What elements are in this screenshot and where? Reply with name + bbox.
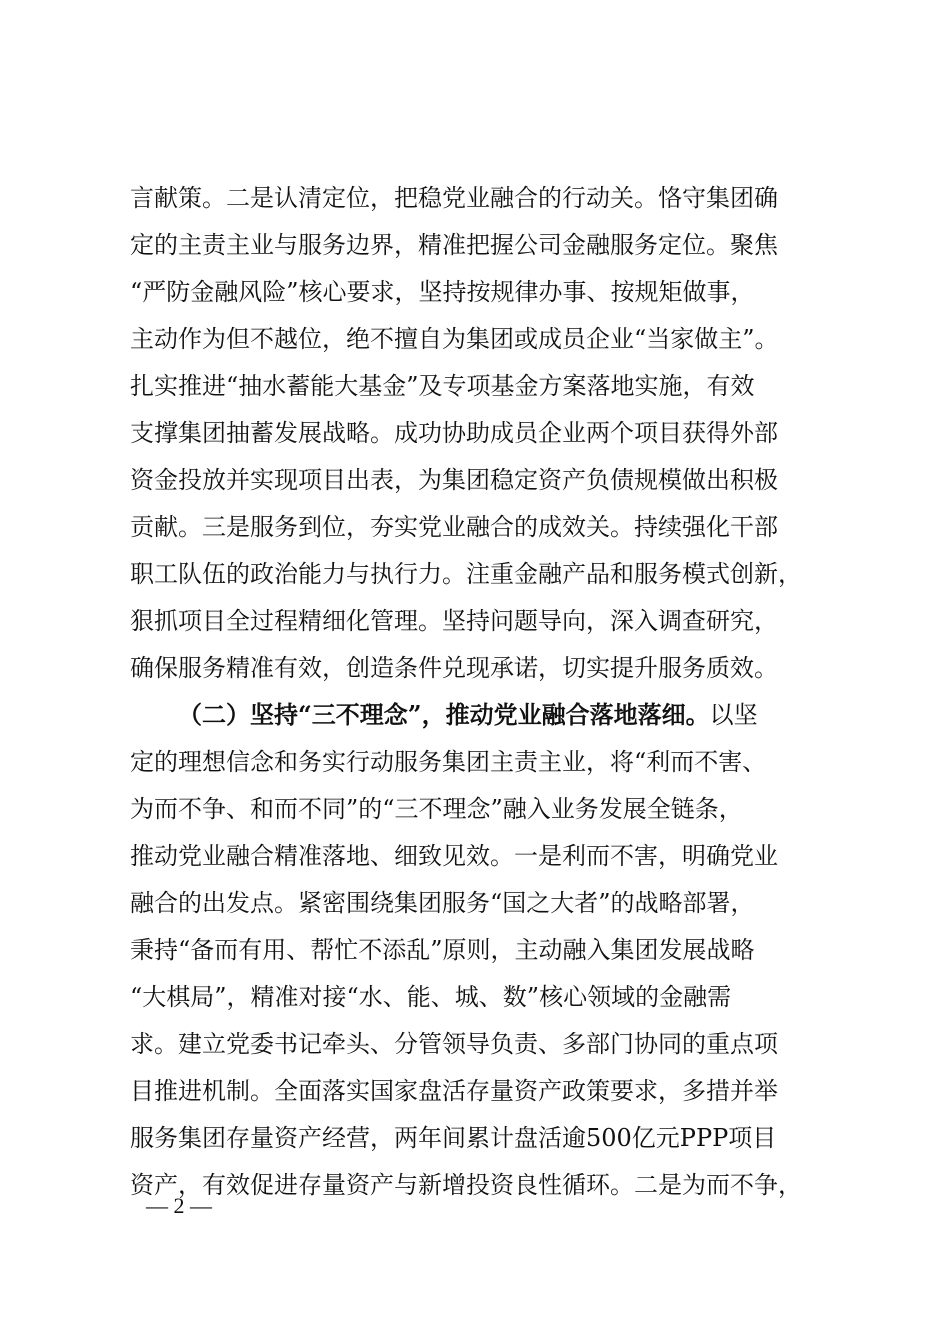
paragraph-1-line-4: 主动作为但不越位，绝不擅自为集团或成员企业“当家做主”。 [130,325,779,353]
paragraph-2-line-2: 定的理想信念和务实行动服务集团主责主业，将“利而不害、 [130,748,767,776]
paragraph-2-line-4: 推动党业融合精准落地、细致见效。一是利而不害，明确党业 [130,842,778,870]
paragraph-2-line-7: “大棋局”，精准对接“水、能、城、数”核心领域的金融需 [130,983,732,1011]
paragraph-1-line-2: 定的主责主业与服务边界，精准把握公司金融服务定位。聚焦 [130,231,778,259]
paragraph-1-line-8: 贡献。三是服务到位，夯实党业融合的成效关。持续强化干部 [130,513,778,541]
paragraph-1-line-1: 言献策。二是认清定位，把稳党业融合的行动关。恪守集团确 [130,184,778,212]
paragraph-1-line-10: 狠抓项目全过程精细化管理。坚持问题导向，深入调查研究， [130,607,778,635]
paragraph-2-line-10: 服务集团存量资产经营，两年间累计盘活逾500亿元PPP项目 [130,1124,777,1152]
paragraph-1-line-7: 资金投放并实现项目出表，为集团稳定资产负债规模做出积极 [130,466,778,494]
paragraph-1-line-9: 职工队伍的政治能力与执行力。注重金融产品和服务模式创新， [130,560,802,588]
paragraph-1-line-11: 确保服务精准有效，创造条件兑现承诺，切实提升服务质效。 [130,654,778,682]
paragraph-1-line-5: 扎实推进“抽水蓄能大基金”及专项基金方案落地实施，有效 [130,372,755,400]
page-number: — 2 — [146,1193,212,1218]
paragraph-2-line-6: 秉持“备而有用、帮忙不添乱”原则，主动融入集团发展战略 [130,936,755,964]
paragraph-2-line-1 [178,700,830,730]
paragraph-2-line-3: 为而不争、和而不同”的“三不理念”融入业务发展全链条， [130,795,743,823]
paragraph-2-line-11: 资产，有效促进存量资产与新增投资良性循环。二是为而不争， [130,1171,802,1199]
paragraph-2-line-1-tail: 以坚 [709,701,758,729]
paragraph-2-line-9: 目推进机制。全面落实国家盘活存量资产政策要求，多措并举 [130,1077,778,1105]
paragraph-1-line-3: “严防金融风险”核心要求，坚持按规律办事、按规矩做事， [130,278,755,306]
paragraph-2-line-8: 求。建立党委书记牵头、分管领导负责、多部门协同的重点项 [130,1030,778,1058]
paragraph-2-line-5: 融合的出发点。紧密围绕集团服务“国之大者”的战略部署， [130,889,755,917]
paragraph-1-line-6: 支撑集团抽蓄发展战略。成功协助成员企业两个项目获得外部 [130,419,778,447]
section-heading: （二）坚持“三不理念”，推动党业融合落地落细。 [178,700,710,729]
